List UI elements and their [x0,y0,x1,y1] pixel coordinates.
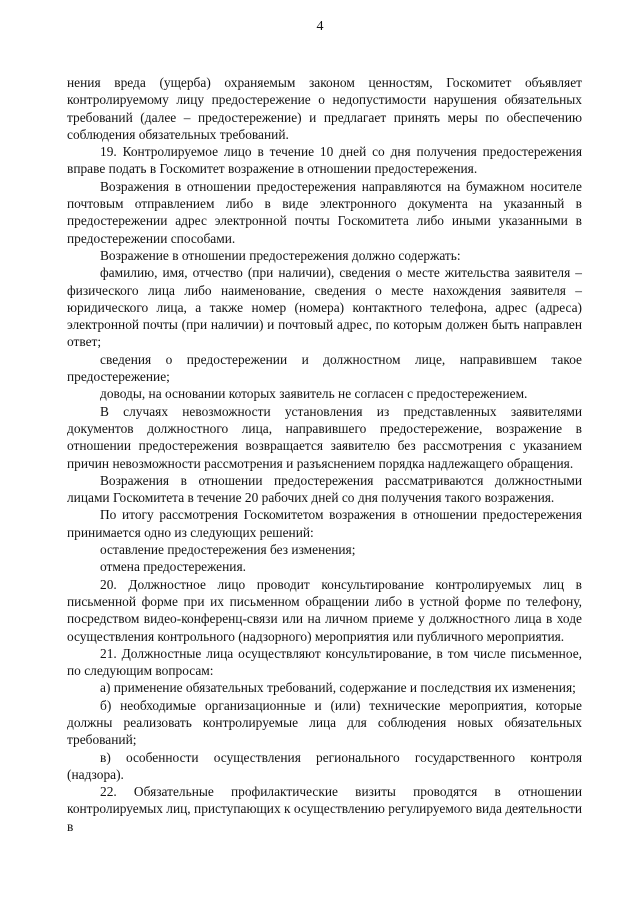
paragraph: 19. Контролируемое лицо в течение 10 дней со дня получения предостережения вправе подать в Госкомитет возражение в отношении предостережения. [67,144,582,177]
paragraph: доводы, на основании которых заявитель не согласен с предостережением. [100,386,528,402]
paragraph: 22. Обязательные профилактические визиты проводятся в отношении контролируемых лиц, приступающих к осуществлению регулируемого вида деятельности в [67,784,582,834]
paragraph: оставление предостережения без изменения; [100,542,356,558]
paragraph: нения вреда (ущерба) охраняемым законом ценностям, Госкомитет объявляет контролируемому лицу предостережение о недопустимости нарушения обязательных требований (далее – предостережение) и предлагает принять меры по обеспечению соблюдения обязательных требований. [67,75,582,142]
paragraph: а) применение обязательных требований, содержание и последствия их изменения; [100,680,576,696]
paragraph: Возражение в отношении предостережения должно содержать: [100,247,461,263]
paragraph: в) особенности осуществления регионального государственного контроля (надзора). [67,749,582,782]
paragraph: сведения о предостережении и должностном лице, направившем такое предостережение; [67,351,582,385]
document-body [67,74,582,835]
paragraph: Возражения в отношении предостережения рассматриваются должностными лицами Госкомитета в течение 20 рабочих дней со дня получения такого возражения. [67,472,582,506]
paragraph: отмена предостережения. [100,559,246,575]
paragraph: б) необходимые организационные и (или) технические мероприятия, которые должны реализовать контролируемые лица для соблюдения новых обязательных требований; [67,697,582,748]
paragraph: фамилию, имя, отчество (при наличии), сведения о месте жительства заявителя – физического лица либо наименование, сведения о месте нахождения заявителя – юридического лица, а также номер (номера) контактного телефона, адрес (адреса) электронной почты (при наличии) и почтовый адрес, по которым должен быть направлен ответ; [67,265,582,350]
paragraph: По итогу рассмотрения Госкомитетом возражения в отношении предостережения принимается одно из следующих решений: [67,507,582,540]
page-number: 4 [316,19,324,34]
paragraph: В случаях невозможности установления из представленных заявителями документов должностного лица, направившего предостережение, возражение в отношении предостережения возвращается заявителю без рассмотрения с указанием причин невозможности рассмотрения и разъяснением порядка надлежащего обращения. [67,403,582,471]
paragraph: 20. Должностное лицо проводит консультирование контролируемых лиц в письменной форме при их письменном обращении либо в устной форме по телефону, посредством видео-конференц-связи или на личном приеме у должностного лица в ходе осуществления контрольного (надзорного) мероприятия или публичного мероприятия. [67,576,582,644]
paragraph: Возражения в отношении предостережения направляются на бумажном носителе почтовым отправлением либо в виде электронного документа на указанный в предостережении адрес электронной почты Госкомитета либо иными указанными в предостережении способами. [67,178,582,246]
paragraph: 21. Должностные лица осуществляют консультирование, в том числе письменное, по следующим вопросам: [67,645,582,679]
